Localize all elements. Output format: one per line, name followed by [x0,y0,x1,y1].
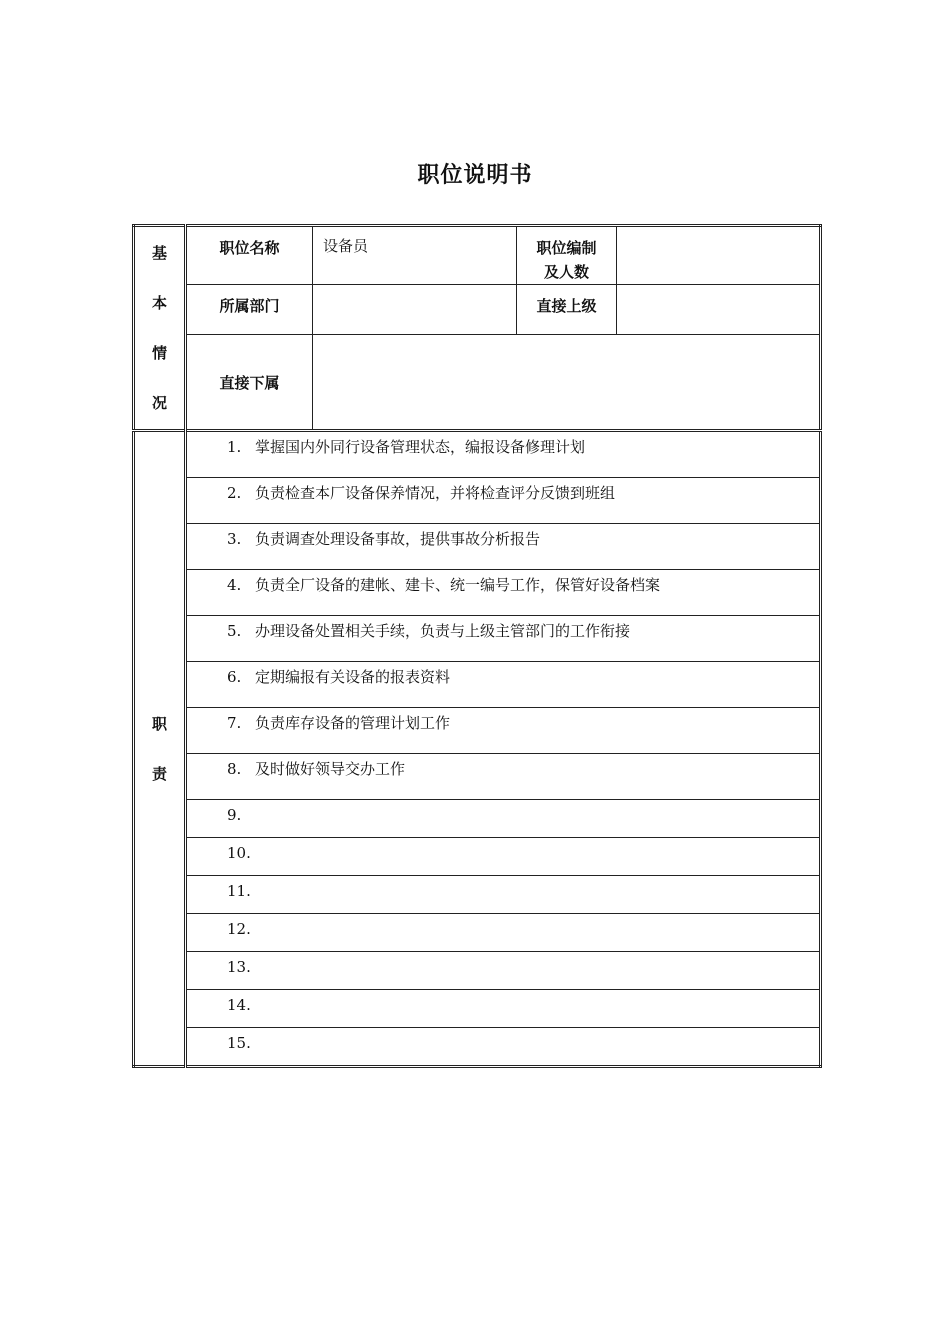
duty-item[interactable] [186,914,821,952]
duty-text: 负责全厂设备的建帐、建卡、统一编号工作，保管好设备档案 [255,576,661,594]
subordinates-label: 直接下属 [186,335,313,431]
supervisor-field[interactable] [617,285,821,335]
duty-item[interactable] [186,838,821,876]
section-char: 基 [151,244,167,262]
basic-info-section-header [134,226,186,431]
department-label: 所属部门 [186,285,313,335]
headcount-label-line1: 职位编制 [536,239,597,257]
duty-item[interactable] [186,478,821,524]
headcount-label-line2: 及人数 [543,263,589,281]
duty-number: 15. [227,1034,251,1052]
duty-number: 10. [227,844,251,862]
duty-text: 办理设备处置相关手续，负责与上级主管部门的工作衔接 [255,622,631,640]
duty-item[interactable] [186,524,821,570]
duty-number: 12. [227,920,251,938]
duty-text: 及时做好领导交办工作 [255,760,406,778]
duty-item[interactable] [186,662,821,708]
duty-number: 8. [227,760,242,778]
duty-item[interactable] [186,876,821,914]
section-char: 情 [151,344,167,362]
duty-text: 负责调查处理设备事故，提供事故分析报告 [255,530,541,548]
duty-number: 14. [227,996,251,1014]
job-description-table [132,224,822,1068]
duty-item[interactable] [186,952,821,990]
duty-item[interactable] [186,990,821,1028]
duty-item[interactable] [186,1028,821,1067]
duty-number: 7. [227,714,242,732]
duty-item[interactable] [186,570,821,616]
duty-number: 4. [227,576,242,594]
duty-number: 1. [227,438,242,456]
duty-item[interactable] [186,754,821,800]
duty-text: 负责检查本厂设备保养情况，并将检查评分反馈到班组 [255,484,616,502]
section-char: 责 [151,764,167,783]
duty-number: 13. [227,958,251,976]
headcount-label [517,226,617,285]
section-char: 职 [151,714,167,733]
duty-text: 掌握国内外同行设备管理状态，编报设备修理计划 [255,438,586,456]
duty-number: 6. [227,668,242,686]
supervisor-label: 直接上级 [517,285,617,335]
duty-item[interactable] [186,431,821,478]
section-char: 本 [151,294,167,312]
duty-text: 负责库存设备的管理计划工作 [255,714,451,732]
duties-section-header [134,431,186,1067]
duty-number: 2. [227,484,242,502]
position-name-field[interactable]: 设备员 [313,226,517,285]
duty-number: 5. [227,622,242,640]
duty-number: 9. [227,806,242,824]
duty-item[interactable] [186,708,821,754]
duty-text: 定期编报有关设备的报表资料 [255,668,451,686]
subordinates-field[interactable] [313,335,821,431]
page-title: 职位说明书 [417,163,533,188]
duty-number: 3. [227,530,242,548]
duty-number: 11. [227,882,251,900]
position-name-label: 职位名称 [186,226,313,285]
duty-item[interactable] [186,616,821,662]
section-char: 况 [151,394,167,412]
headcount-field[interactable] [617,226,821,285]
duty-item[interactable] [186,800,821,838]
department-field[interactable] [313,285,517,335]
